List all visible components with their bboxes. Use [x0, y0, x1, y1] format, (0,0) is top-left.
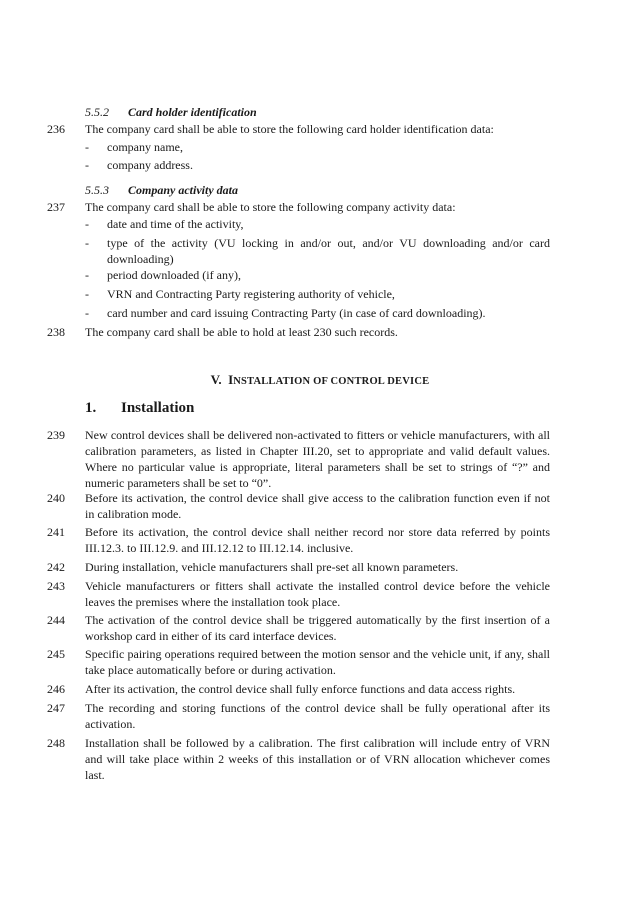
subsection-heading-5-5-2 — [85, 104, 257, 120]
list-item-text: company name, — [107, 140, 183, 154]
paragraph-text: New control devices shall be delivered non-activated to fitters or vehicle manufacturers, with all calibration parameters, as listed in Chapter III.20, set to appropriate and valid default values. Where no particular value is appropriate, literal parameters shall be set to strings of “?” and numeric parameters shall be set to “0”. — [85, 428, 550, 490]
chapter-title-rest: NSTALLATION OF CONTROL DEVICE — [233, 376, 430, 387]
list-item: - company address. — [85, 157, 550, 173]
paragraph-text: The company card shall be able to store the following card holder identification data: — [85, 122, 494, 136]
paragraph-number: 241 — [47, 525, 65, 539]
paragraph-number: 237 — [47, 200, 65, 214]
list-item-text: type of the activity (VU locking in and/or out, and/or VU downloading and/or card downloading) — [107, 236, 550, 266]
paragraph-number: 246 — [47, 682, 65, 696]
subsection-heading-5-5-3 — [85, 182, 238, 198]
paragraph-text: Vehicle manufacturers or fitters shall activate the installed control device before the vehicle leaves the premises where the installation took place. — [85, 579, 550, 609]
subsection-title: Company activity data — [128, 183, 238, 197]
paragraph-number: 238 — [47, 325, 65, 339]
chapter-title-initial: I — [228, 372, 234, 387]
list-item: - VRN and Contracting Party registering authority of vehicle, — [85, 286, 550, 302]
paragraph-text: The company card shall be able to store the following company activity data: — [85, 200, 456, 214]
subsection-title: Card holder identification — [128, 105, 257, 119]
subsection-number: 5.5.2 — [85, 105, 109, 119]
paragraph-text: Before its activation, the control device shall give access to the calibration function even if not in calibration mode. — [85, 491, 550, 521]
paragraph-text: Specific pairing operations required between the motion sensor and the vehicle unit, if any, shall take place automatically before or during activation. — [85, 647, 550, 677]
paragraph-number: 239 — [47, 428, 65, 442]
paragraph-number: 244 — [47, 613, 65, 627]
chapter-number: V. — [210, 372, 222, 387]
paragraph-text: The company card shall be able to hold at least 230 such records. — [85, 325, 398, 339]
list-item-text: card number and card issuing Contracting Party (in case of card downloading). — [107, 306, 486, 320]
chapter-heading — [0, 371, 640, 391]
paragraph-number: 247 — [47, 701, 65, 715]
paragraph-text: During installation, vehicle manufacturers shall pre-set all known parameters. — [85, 560, 459, 574]
paragraph-text: Before its activation, the control device shall neither record nor store data referred by points III.12.3. to III.12.9. and III.12.12 to III.12.14. inclusive. — [85, 525, 550, 555]
section-title: Installation — [121, 400, 195, 416]
subsection-number: 5.5.3 — [85, 183, 109, 197]
list-item-text: date and time of the activity, — [107, 217, 244, 231]
paragraph-number: 243 — [47, 579, 65, 593]
list-item-text: period downloaded (if any), — [107, 268, 241, 282]
list-item: - type of the activity (VU locking in and/or out, and/or VU downloading and/or card downloading) — [85, 236, 550, 266]
list-item: - card number and card issuing Contracting Party (in case of card downloading). — [85, 305, 550, 321]
section-number: 1. — [85, 400, 97, 416]
list-item-text: VRN and Contracting Party registering authority of vehicle, — [107, 287, 395, 301]
paragraph-number: 240 — [47, 491, 65, 505]
paragraph-number: 242 — [47, 560, 65, 574]
paragraph-text: The recording and storing functions of the control device shall be fully operational after its activation. — [85, 701, 550, 731]
list-item: - date and time of the activity, — [85, 216, 550, 232]
list-item: - period downloaded (if any), — [85, 267, 550, 283]
paragraph-text: The activation of the control device shall be triggered automatically by the first insertion of a workshop card in either of its card interface devices. — [85, 613, 550, 643]
section-heading — [85, 398, 194, 418]
list-item: - company name, — [85, 139, 550, 155]
paragraph-text: After its activation, the control device shall fully enforce functions and data access rights. — [85, 682, 516, 696]
paragraph-number: 248 — [47, 736, 65, 750]
paragraph-number: 236 — [47, 122, 65, 136]
list-item-text: company address. — [107, 158, 193, 172]
paragraph-text: Installation shall be followed by a calibration. The first calibration will include entry of VRN and will take place within 2 weeks of this installation or of VRN allocation whichever comes last. — [85, 736, 550, 782]
paragraph-number: 245 — [47, 647, 65, 661]
